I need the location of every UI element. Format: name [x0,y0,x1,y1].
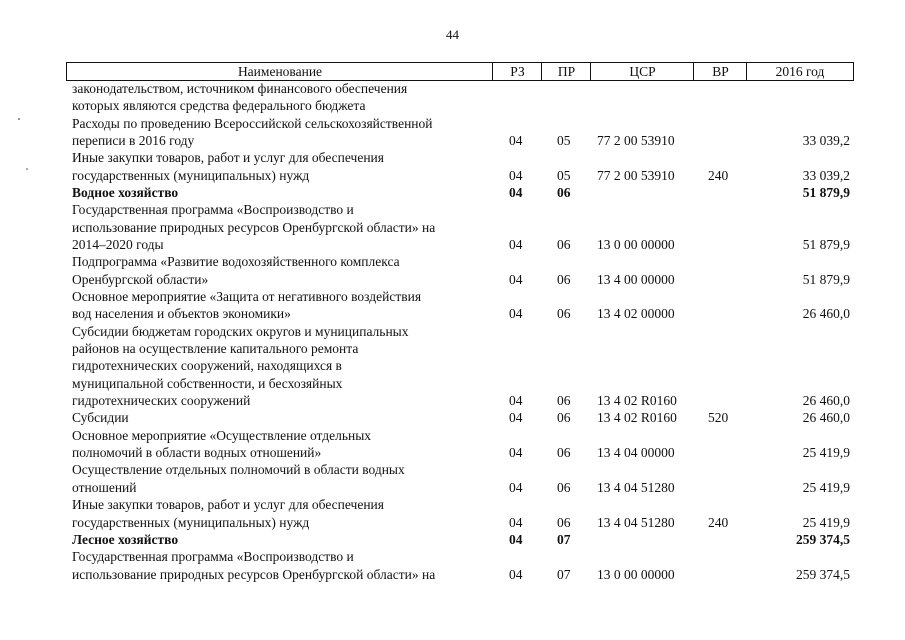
table-row [0,479,905,496]
header-pr: ПР [557,64,576,79]
table-row [0,201,905,218]
row-name: отношений [72,479,137,495]
row-amount: 25 419,9 [802,445,850,461]
row-pr: 07 [557,531,571,547]
row-rz: 04 [509,237,523,253]
row-csr: 13 4 02 R0160 [597,410,677,426]
row-rz: 04 [509,445,523,461]
row-csr: 13 4 00 00000 [597,271,675,287]
row-name: государственных (муниципальных) нужд [72,514,310,530]
row-rz: 04 [509,479,523,495]
row-amount: 51 879,9 [802,237,850,253]
row-amount: 26 460,0 [802,306,850,322]
row-rz: 04 [509,185,523,201]
row-csr: 13 4 02 R0160 [597,393,677,409]
row-pr: 05 [557,133,571,149]
row-name: Водное хозяйство [72,185,179,201]
row-amount: 26 460,0 [802,393,850,409]
row-vr: 240 [708,167,729,183]
table-row [0,548,905,565]
row-name: законодательством, источником финансового обеспечения [72,81,408,96]
row-pr: 07 [557,566,571,582]
table-row [0,253,905,270]
row-amount: 33 039,2 [802,167,850,183]
row-name: Иные закупки товаров, работ и услуг для обеспечения [72,150,384,166]
row-name: Лесное хозяйство [72,531,179,547]
row-vr: 520 [708,410,729,426]
row-name: Основное мероприятие «Осуществление отдельных [72,427,372,443]
table-row [0,323,905,340]
table-row [0,496,905,513]
table-row [0,305,905,322]
table-header [66,62,854,81]
row-csr: 13 4 04 51280 [597,479,675,495]
row-name: вод населения и объектов экономики» [72,306,291,322]
row-name: Подпрограмма «Развитие водохозяйственного комплекса [72,254,400,270]
row-rz: 04 [509,167,523,183]
row-pr: 06 [557,185,571,201]
row-rz: 04 [509,514,523,530]
column-divider [541,62,542,81]
row-name: государственных (муниципальных) нужд [72,167,310,183]
column-divider [492,62,493,81]
table-row [0,97,905,114]
row-rz: 04 [509,410,523,426]
row-pr: 06 [557,445,571,461]
table-row [0,184,905,201]
table-row [0,80,905,97]
row-name: полномочий в области водных отношений» [72,445,322,461]
row-name: гидротехнических сооружений [72,393,251,409]
table-row [0,531,905,548]
row-csr: 13 0 00 00000 [597,566,675,582]
row-rz: 04 [509,306,523,322]
table-row [0,375,905,392]
row-csr: 13 4 04 00000 [597,445,675,461]
row-pr: 06 [557,410,571,426]
row-amount: 259 374,5 [796,566,850,582]
row-amount: 51 879,9 [802,271,850,287]
table-row [0,514,905,531]
table-row [0,566,905,583]
row-rz: 04 [509,393,523,409]
column-divider [590,62,591,81]
row-pr: 06 [557,393,571,409]
column-divider [746,62,747,81]
header-csr: ЦСР [629,64,656,79]
table-row [0,271,905,288]
table-row [0,392,905,409]
row-amount: 26 460,0 [802,410,850,426]
table-row [0,149,905,166]
row-amount: 51 879,9 [802,185,850,201]
table-row [0,288,905,305]
table-row [0,236,905,253]
row-rz: 04 [509,566,523,582]
header-rz: РЗ [510,64,525,79]
row-vr: 240 [708,514,729,530]
row-csr: 13 4 04 51280 [597,514,675,530]
row-pr: 06 [557,271,571,287]
row-name: Расходы по проведению Всероссийской сельскохозяйственной [72,115,433,131]
table-row [0,115,905,132]
page-number: 44 [446,27,459,42]
row-name: Оренбургской области» [72,271,209,287]
row-name: Государственная программа «Воспроизводство и [72,549,354,565]
row-name: Основное мероприятие «Защита от негативного воздействия [72,289,422,305]
column-divider [693,62,694,81]
row-name: Государственная программа «Воспроизводство и [72,202,354,218]
row-rz: 04 [509,531,523,547]
row-name: которых являются средства федерального бюджета [72,98,366,114]
row-rz: 04 [509,133,523,149]
row-pr: 06 [557,306,571,322]
header-year: 2016 год [775,64,825,79]
row-amount: 259 374,5 [796,531,850,547]
table-row [0,461,905,478]
table-row [0,357,905,374]
table-row [0,409,905,426]
row-name: гидротехнических сооружений, находящихся в [72,358,342,374]
table-row [0,167,905,184]
row-name: использование природных ресурсов Оренбургской области» на [72,566,436,582]
row-name: районов на осуществление капитального ремонта [72,341,359,357]
table-row [0,444,905,461]
row-pr: 05 [557,167,571,183]
row-name: 2014–2020 годы [72,237,164,253]
row-csr: 13 0 00 00000 [597,237,675,253]
row-csr: 77 2 00 53910 [597,167,675,183]
row-name: Иные закупки товаров, работ и услуг для обеспечения [72,497,384,513]
row-name: переписи в 2016 году [72,133,195,149]
row-csr: 77 2 00 53910 [597,133,675,149]
row-pr: 06 [557,514,571,530]
row-amount: 33 039,2 [802,133,850,149]
row-name: муниципальной собственности, и бесхозяйных [72,375,343,391]
row-pr: 06 [557,237,571,253]
table-row [0,219,905,236]
table-row [0,427,905,444]
header-name: Наименование [237,64,323,79]
row-name: Субсидии бюджетам городских округов и муниципальных [72,323,409,339]
table-row [0,340,905,357]
row-rz: 04 [509,271,523,287]
header-vr: ВР [712,64,729,79]
table-row [0,132,905,149]
row-amount: 25 419,9 [802,514,850,530]
row-name: Субсидии [72,410,129,426]
row-pr: 06 [557,479,571,495]
row-name: использование природных ресурсов Оренбургской области» на [72,219,436,235]
row-amount: 25 419,9 [802,479,850,495]
row-csr: 13 4 02 00000 [597,306,675,322]
row-name: Осуществление отдельных полномочий в области водных [72,462,405,478]
